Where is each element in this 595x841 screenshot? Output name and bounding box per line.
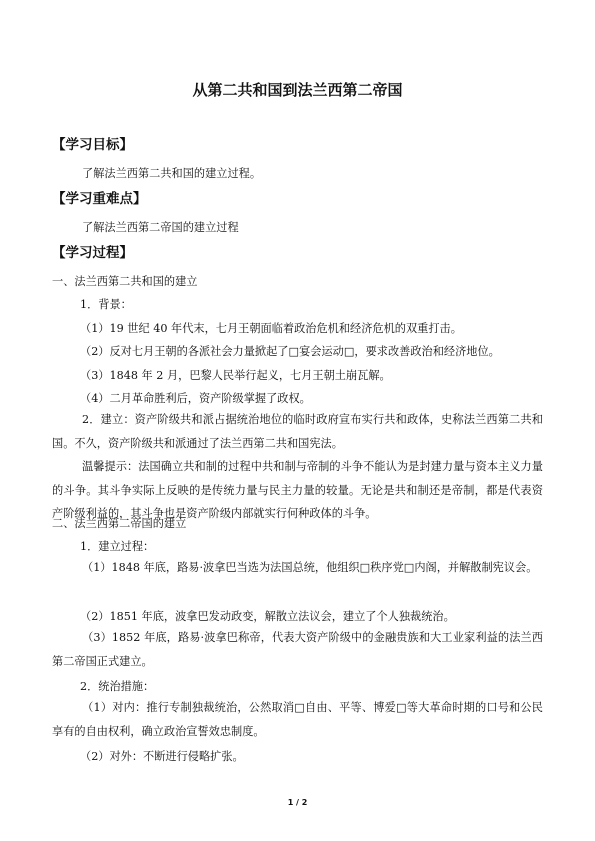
page-title: 从第二共和国到法兰西第二帝国 — [192, 81, 403, 99]
section-2-item-1a: （1）1848 年底，路易·波拿巴当选为法国总统，他组织□秩序党□内阁，并解散制宪议会。 — [82, 561, 538, 574]
section-1-item-1c: （3）1848 年 2 月，巴黎人民举行起义，七月王朝土崩瓦解。 — [80, 369, 391, 382]
section-1-title: 一、法兰西第二共和国的建立 — [52, 275, 198, 288]
heading-key-points: 【学习重难点】 — [52, 191, 147, 207]
section-1-item-1a: （1）19 世纪 40 年代末，七月王朝面临着政治危机和经济危机的双重打击。 — [80, 322, 462, 335]
tip-paragraph: 温馨提示：法国确立共和制的过程中共和制与帝制的斗争不能认为是封建力量与资本主义力量的斗争。其斗争实际上反映的是传统力量与民主力量的较量。无论是共和制还是帝制，都是代表资产阶级利益的，其斗争也是资产阶级内部就实行何种政体的斗争。 — [52, 460, 543, 520]
section-2-item-1: 1．建立过程： — [80, 540, 155, 553]
section-1-item-1b: （2）反对七月王朝的各派社会力量掀起了□宴会运动□，要求改善政治和经济地位。 — [80, 345, 500, 358]
section-2-item-2b: （2）对外：不断进行侵略扩张。 — [80, 750, 244, 763]
heading-learning-goal: 【学习目标】 — [52, 137, 133, 153]
heading-learning-process: 【学习过程】 — [52, 245, 133, 261]
learning-goal-text: 了解法兰西第二共和国的建立过程。 — [82, 167, 262, 180]
section-1-item-1d: （4）二月革命胜利后，资产阶级掌握了政权。 — [80, 392, 311, 405]
section-2-item-2a: （1）对内：推行专制独裁统治，公然取消□自由、平等、博爱□等大革命时期的口号和公民享有的自由权利，确立政治宣誓效忠制度。 — [52, 701, 543, 738]
page-number: 1 / 2 — [287, 798, 308, 807]
section-1-item-2: 2．建立：资产阶级共和派占据统治地位的临时政府宣布实行共和政体，史称法兰西第二共和国。不久，资产阶级共和派通过了法兰西第二共和国宪法。 — [52, 413, 543, 450]
key-points-text: 了解法兰西第二帝国的建立过程 — [82, 221, 239, 234]
section-2-item-1b: （2）1851 年底，波拿巴发动政变，解散立法议会，建立了个人独裁统治。 — [80, 610, 455, 623]
section-2-item-2: 2．统治措施： — [80, 680, 155, 693]
section-2-item-1c: （3）1852 年底，路易·波拿巴称帝，代表大资产阶级中的金融贵族和大工业家利益的法兰西第二帝国正式建立。 — [52, 631, 543, 668]
section-2-title: 二、法兰西第二帝国的建立 — [52, 517, 187, 530]
section-1-item-1: 1．背景： — [80, 298, 132, 311]
